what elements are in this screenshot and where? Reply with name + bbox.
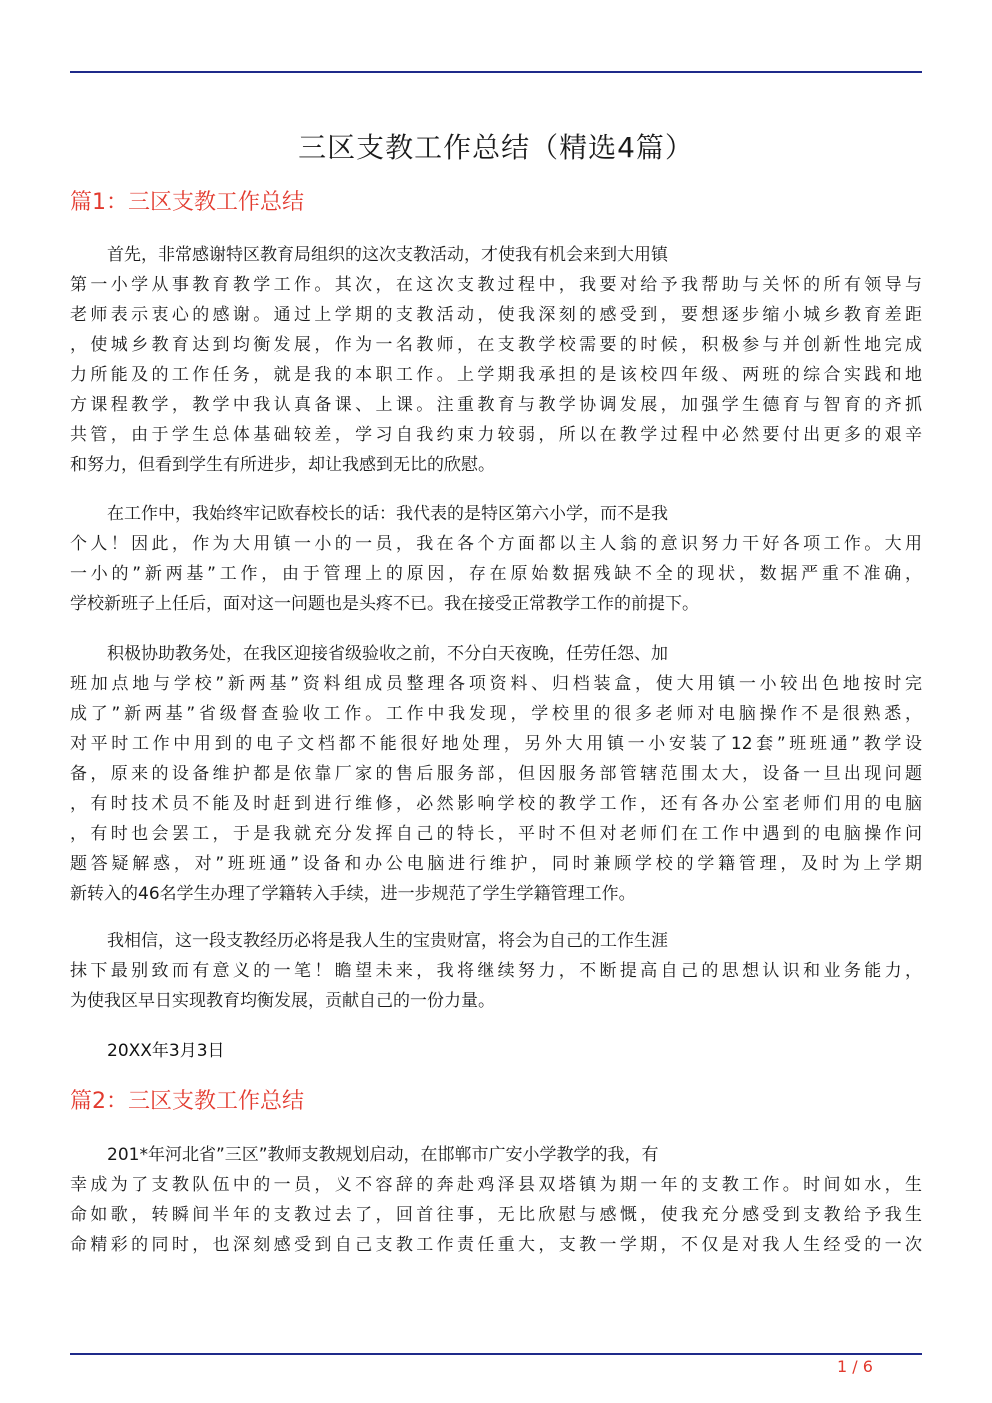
- text-line: 方课程教学，教学中我认真备课、上课。注重教育与教学协调发展，加强学生德育与智育的齐抓: [70, 395, 922, 415]
- text-line: 新转入的46名学生办理了学籍转入手续，进一步规范了学生学籍管理工作。: [70, 884, 636, 904]
- text-line: 学校新班子上任后，面对这一问题也是头疼不已。我在接受正常教学工作的前提下。: [70, 594, 699, 614]
- text-line: 备，原来的设备维护都是依靠厂家的售后服务部，但因服务部管辖范围太大，设备一旦出现问题: [70, 764, 922, 784]
- section-heading-2: 篇2：三区支教工作总结: [70, 1089, 304, 1114]
- text-line: 我相信，这一段支教经历必将是我人生的宝贵财富，将会为自己的工作生涯: [107, 931, 668, 951]
- text-line: 首先，非常感谢特区教育局组织的这次支教活动，才使我有机会来到大用镇: [107, 245, 668, 265]
- text-line: 一小的”新两基”工作，由于管理上的原因，存在原始数据残缺不全的现状，数据严重不准确，: [70, 564, 922, 584]
- text-line: 和努力，但看到学生有所进步，却让我感到无比的欣慰。: [70, 455, 495, 475]
- text-line: 老师表示衷心的感谢。通过上学期的支教活动，使我深刻的感受到，要想逐步缩小城乡教育差距: [70, 305, 922, 325]
- text-line: 为使我区早日实现教育均衡发展，贡献自己的一份力量。: [70, 991, 495, 1011]
- text-line: 幸成为了支教队伍中的一员，义不容辞的奔赴鸡泽县双塔镇为期一年的支教工作。时间如水，生: [70, 1175, 922, 1195]
- text-line: 第一小学从事教育教学工作。其次，在这次支教过程中，我要对给予我帮助与关怀的所有领导与: [70, 275, 922, 295]
- text-line: 个人！因此，作为大用镇一小的一员，我在各个方面都以主人翁的意识努力干好各项工作。大用: [70, 534, 922, 554]
- document-title: 三区支教工作总结（精选4篇）: [298, 131, 694, 164]
- bottom-rule: [70, 1353, 922, 1355]
- top-rule: [70, 71, 922, 73]
- text-line: ，有时也会罢工，于是我就充分发挥自己的特长，平时不但对老师们在工作中遇到的电脑操作问: [70, 824, 922, 844]
- text-line: 力所能及的工作任务，就是我的本职工作。上学期我承担的是该校四年级、两班的综合实践和地: [70, 365, 922, 385]
- date-line: 20XX年3月3日: [107, 1041, 225, 1061]
- paragraph: [70, 1140, 922, 1260]
- text-line: 共管，由于学生总体基础较差，学习自我约束力较弱，所以在教学过程中必然要付出更多的艰辛: [70, 425, 922, 445]
- text-line: 201*年河北省”三区”教师支教规划启动，在邯郸市广安小学教学的我，有: [107, 1145, 659, 1165]
- text-line: 成了”新两基”省级督查验收工作。工作中我发现，学校里的很多老师对电脑操作不是很熟悉，: [70, 704, 922, 724]
- paragraph: [70, 639, 922, 909]
- text-line: 在工作中，我始终牢记欧春校长的话：我代表的是特区第六小学，而不是我: [107, 504, 668, 524]
- text-line: 积极协助教务处，在我区迎接省级验收之前，不分白天夜晚，任劳任怨、加: [107, 644, 668, 664]
- text-line: 抹下最别致而有意义的一笔！瞻望未来，我将继续努力，不断提高自己的思想认识和业务能力，: [70, 961, 922, 981]
- section-heading-1: 篇1：三区支教工作总结: [70, 190, 304, 215]
- text-line: 班加点地与学校”新两基”资料组成员整理各项资料、归档装盒，使大用镇一小较出色地按时完: [70, 674, 922, 694]
- paragraph: [70, 240, 922, 480]
- paragraph: [70, 926, 922, 1016]
- text-line: 命如歌，转瞬间半年的支教过去了，回首往事，无比欣慰与感慨，使我充分感受到支教给予我生: [70, 1205, 922, 1225]
- paragraph: [70, 499, 922, 619]
- page-number: 1 / 6: [837, 1357, 873, 1376]
- text-line: 命精彩的同时，也深刻感受到自己支教工作责任重大，支教一学期，不仅是对我人生经受的一次: [70, 1235, 922, 1255]
- text-line: ，使城乡教育达到均衡发展，作为一名教师，在支教学校需要的时候，积极参与并创新性地完成: [70, 335, 922, 355]
- text-line: ，有时技术员不能及时赶到进行维修，必然影响学校的教学工作，还有各办公室老师们用的电脑: [70, 794, 922, 814]
- text-line: 对平时工作中用到的电子文档都不能很好地处理，另外大用镇一小安装了12套”班班通”教学设: [70, 734, 922, 754]
- text-line: 题答疑解惑，对”班班通”设备和办公电脑进行维护，同时兼顾学校的学籍管理，及时为上学期: [70, 854, 922, 874]
